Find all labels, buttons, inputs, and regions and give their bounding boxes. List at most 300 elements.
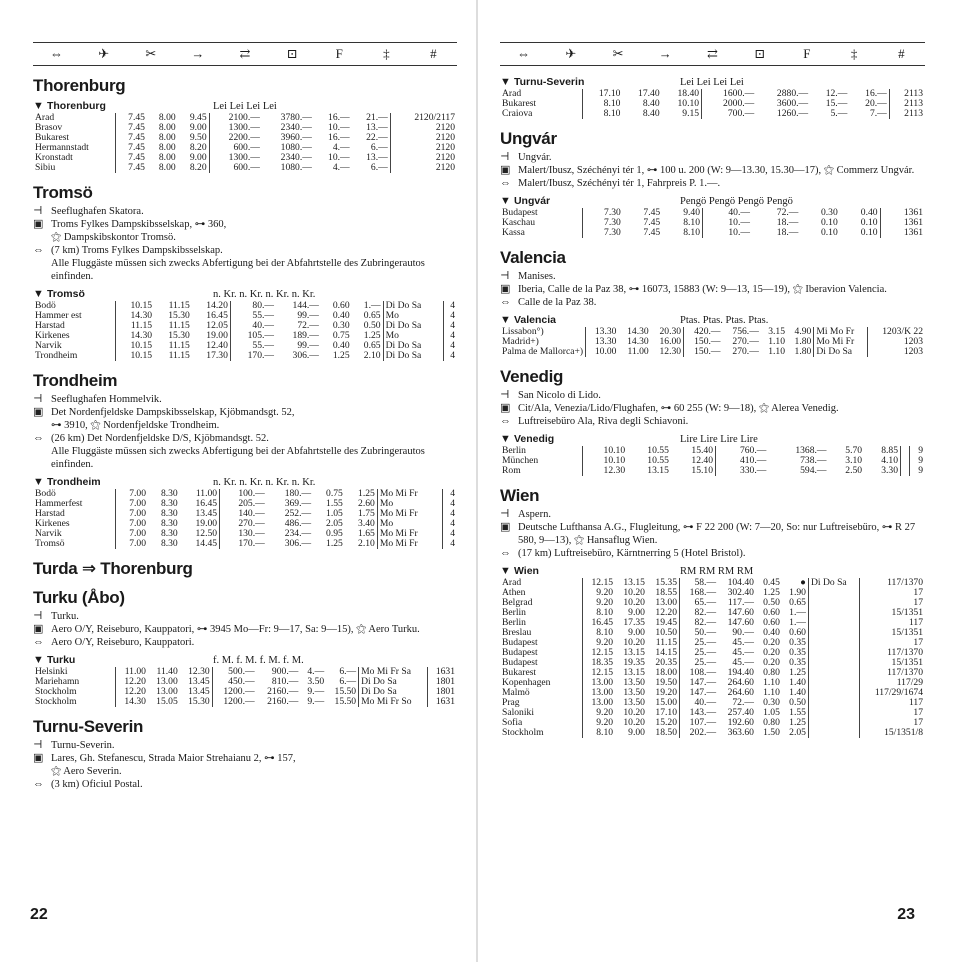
table-cell: 8.85 [881, 445, 898, 456]
table-cell: 2.50 [845, 465, 863, 476]
table-cell: 9.20 [583, 588, 616, 598]
symbol-icon: ✈ [565, 46, 577, 61]
table-cell: 4 [443, 331, 457, 341]
table-cell: 11.00 [116, 667, 148, 677]
table-cell: 16.— [865, 88, 887, 99]
table-cell: 0.30 [820, 207, 838, 218]
table-cell: 2340.— [280, 152, 312, 163]
table-cell: 10.10 [583, 446, 628, 456]
table-cell: 7.45 [116, 113, 147, 123]
table-cell: 14.30 [627, 336, 649, 347]
symbol-icon: F [803, 46, 811, 61]
info-text: Aero O/Y, Reiseburo, Kauppatori. [51, 637, 195, 648]
info-line [33, 257, 457, 283]
table-cell: 12.40 [691, 455, 714, 466]
table-cell: 3.50 [307, 676, 325, 687]
table-cell: 1.50 [763, 727, 780, 738]
table-cell: 9.20 [583, 718, 616, 728]
table-cell: Rom [502, 465, 521, 476]
table-cell: 2000.— [702, 99, 757, 109]
table-cell: 10.15 [116, 301, 155, 311]
info-line [500, 177, 925, 190]
table-cell: Mo Mi Fr [377, 529, 442, 539]
table-cell: 13.45 [195, 508, 218, 519]
table-cell: 4 [443, 529, 457, 539]
table-cell: 40.— [680, 698, 719, 708]
table-cell: 8.00 [158, 162, 176, 173]
table-row [33, 539, 457, 549]
table-cell: 1.80 [794, 336, 812, 347]
info-text: Turku. [51, 611, 79, 622]
table-cell: 10.15 [116, 341, 155, 351]
table-cell: 14.20 [206, 300, 228, 311]
table-cell: 17.40 [638, 88, 660, 99]
info-line [500, 164, 925, 177]
table-cell: 17.10 [583, 89, 623, 99]
departure-city-name: Turku [46, 654, 76, 666]
table-cell: 58.— [680, 578, 719, 588]
table-cell: 2.05 [789, 727, 806, 738]
table-cell: 205.— [220, 499, 267, 509]
table-cell: Stockholm [35, 686, 77, 697]
info-line [33, 231, 457, 244]
table-cell: 9.15 [682, 108, 700, 119]
table-cell: 6.— [370, 162, 388, 173]
timetable-section [500, 129, 925, 238]
table-cell [808, 658, 859, 668]
table-cell: 0.95 [326, 528, 343, 539]
table-cell: 9 [909, 466, 925, 476]
table-cell: Kirkenes [35, 330, 70, 341]
table-cell: 1.05 [326, 508, 343, 519]
info-text: Calle de la Paz 38. [518, 297, 597, 308]
currency-header: Ptas. Ptas. Ptas. Ptas. [680, 315, 769, 326]
info-line [500, 415, 925, 428]
page-number: 23 [897, 906, 915, 923]
table-cell: 1.65 [358, 528, 375, 539]
table-cell: 10.20 [623, 637, 645, 648]
section-title: Turda ⇒ Thorenburg [33, 559, 193, 578]
currency-header: f. M. f. M. f. M. f. M. [213, 655, 304, 666]
table-cell: 14.30 [627, 326, 649, 337]
table-cell: 9.— [307, 696, 325, 707]
info-line [33, 419, 457, 432]
table-cell: 2880.— [776, 88, 809, 99]
table-cell: 8.30 [160, 498, 178, 509]
table-row [33, 163, 457, 173]
table-cell: 17 [859, 718, 925, 728]
table-cell: 9.40 [683, 207, 701, 218]
info-icon: ⇔ [500, 177, 511, 189]
table-cell: 10.— [328, 122, 350, 133]
table-cell: 4.— [307, 666, 325, 677]
table-cell: 10.— [703, 228, 752, 238]
timetable [33, 667, 457, 707]
table-cell: 3.15 [768, 326, 785, 337]
timetable-section [33, 588, 457, 707]
table-cell: Bodö [35, 300, 56, 311]
table-cell: 117 [859, 618, 925, 628]
table-cell: 1.25 [789, 717, 806, 728]
table-cell: Narvik [35, 340, 62, 351]
info-line [500, 508, 925, 521]
table-cell: 4 [443, 539, 457, 549]
table-cell: 55.— [230, 341, 276, 351]
info-text: Deutsche Lufthansa A.G., Flugleitung, ⊶ F 22 200 (W: 7—20, So: nur Luftreisebüro, ⊶ R 27 580, 9—13), ⚝ Hansaflug Wien. [518, 522, 916, 546]
table-cell: 15.40 [691, 445, 714, 456]
symbol-icon: ⊡ [286, 46, 298, 61]
table-cell: 17 [859, 598, 925, 608]
table-cell: 16.45 [195, 498, 218, 509]
table-cell: 1.10 [768, 336, 785, 347]
table-cell: 21.— [366, 112, 388, 123]
table-cell: Kassa [502, 227, 525, 238]
table-cell: 4.— [332, 142, 350, 153]
table-cell: 3960.— [280, 132, 312, 143]
table-cell: 810.— [271, 676, 299, 687]
page-number: 22 [30, 906, 48, 923]
table-cell: 15.10 [691, 465, 714, 476]
table-cell [808, 668, 859, 678]
table-cell: Budapest [502, 647, 538, 658]
info-icon: ▣ [33, 218, 44, 230]
table-cell: 18.55 [655, 587, 678, 598]
table-cell: 12.05 [206, 320, 228, 331]
table-cell: 7.45 [116, 123, 147, 133]
table-cell: 8.00 [158, 132, 176, 143]
timetable-section [33, 717, 457, 791]
table-cell: 20.30 [659, 326, 682, 337]
departure-city-name: Wien [513, 565, 539, 577]
table-cell: 4 [443, 519, 457, 529]
info-text: ⚝ Dampskibskontor Tromsö. [51, 232, 176, 243]
table-cell: Mo Mi Fr [814, 337, 868, 347]
info-line [33, 765, 457, 778]
table-cell: 0.40 [332, 340, 350, 351]
table-row [500, 228, 925, 238]
symbol-bar [500, 42, 925, 66]
table-row [33, 697, 457, 707]
table-cell: 7.45 [643, 207, 661, 218]
table-cell: 11.15 [116, 321, 155, 331]
table-cell: 10.20 [623, 707, 645, 718]
table-cell: 143.— [680, 708, 719, 718]
info-text: (7 km) Troms Fylkes Dampskibsselskap. [51, 245, 223, 256]
left-page [0, 0, 477, 962]
table-cell: 13.45 [188, 686, 210, 697]
info-text: Luftreisebüro Ala, Riva degli Schiavoni. [518, 416, 689, 427]
info-line [500, 547, 925, 560]
table-cell: 202.— [680, 728, 719, 738]
info-icon: ⇔ [33, 636, 44, 648]
table-cell [808, 598, 859, 608]
info-text: Aero O/Y, Reiseburo, Kauppatori, ⊶ 3945 Mo—Fr: 9—17, Sa: 9—15), ⚝ Aero Turku. [51, 624, 420, 635]
table-cell: 2120 [390, 123, 457, 133]
departure-city [500, 565, 680, 578]
table-cell: 147.60 [727, 607, 754, 618]
info-icon: ⊣ [33, 610, 43, 622]
info-line [33, 752, 457, 765]
table-cell: 9.00 [189, 152, 207, 163]
table-cell: 15.30 [168, 310, 190, 321]
table-cell: 330.— [716, 466, 769, 476]
table-cell: 1.75 [358, 508, 375, 519]
table-cell: 11.40 [156, 666, 178, 677]
table-cell: Breslau [502, 627, 532, 638]
info-icon: ⇔ [500, 296, 511, 308]
table-cell: 7.30 [583, 228, 623, 238]
departure-arrow-icon: ▼ [500, 565, 514, 577]
table-cell: 1631 [427, 667, 457, 677]
table-row [500, 89, 925, 99]
table-cell: 1.25 [763, 587, 780, 598]
table-cell: 19.45 [655, 617, 678, 628]
info-line [33, 406, 457, 419]
table-cell: Di Do Sa [383, 301, 443, 311]
timetable-section [33, 559, 457, 578]
table-cell: 50.— [680, 628, 719, 638]
departure-city [33, 476, 213, 489]
table-cell: 1801 [427, 687, 457, 697]
table-cell: 65.— [680, 598, 719, 608]
table-cell: 0.40 [860, 207, 878, 218]
info-icon: ⇔ [500, 547, 511, 559]
table-cell: Di Do Sa [359, 677, 428, 687]
table-cell: 1.05 [763, 707, 780, 718]
currency-header: Pengö Pengö Pengö Pengö [680, 196, 793, 207]
table-cell: 99.— [297, 310, 319, 321]
table-cell: 11.15 [168, 340, 190, 351]
table-cell: 15.50 [334, 696, 357, 707]
info-line [500, 389, 925, 402]
table-cell: 105.— [230, 331, 276, 341]
timetable-section [33, 371, 457, 549]
table-cell: 108.— [680, 668, 719, 678]
table-cell: 130.— [220, 529, 267, 539]
table-cell: 13.00 [583, 698, 616, 708]
table-cell: 302.40 [727, 587, 754, 598]
symbol-icon: ‡ [850, 46, 858, 61]
table-cell: 8.00 [158, 112, 176, 123]
table-cell: 1600.— [702, 89, 757, 99]
table-cell: 117.— [727, 597, 754, 608]
table-cell: 12.30 [188, 666, 210, 677]
table-cell: 12.20 [116, 677, 148, 687]
table-cell: 192.60 [727, 717, 754, 728]
currency-header: Lire Lire Lire Lire [680, 434, 758, 445]
table-cell: 1.40 [789, 677, 806, 688]
table-cell: 14.30 [116, 311, 155, 321]
info-line [500, 151, 925, 164]
table-cell: 1203 [868, 337, 925, 347]
table-cell: 1361 [880, 218, 925, 228]
table-row [500, 347, 925, 357]
table-cell: 72.— [732, 697, 754, 708]
table-cell: 7.00 [116, 529, 149, 539]
table-cell: 8.30 [160, 488, 178, 499]
table-cell: 0.65 [789, 597, 806, 608]
table-cell: 90.— [732, 627, 754, 638]
table-cell: 18.40 [677, 88, 700, 99]
info-line [33, 623, 457, 636]
table-cell [808, 608, 859, 618]
table-cell: 19.50 [655, 677, 678, 688]
table-cell: Di Do Sa [814, 347, 868, 357]
table-cell: 756.— [732, 326, 759, 337]
table-cell: 900.— [271, 666, 299, 677]
table-cell: Hammerfest [35, 498, 83, 509]
timetable-section [33, 76, 457, 173]
table-cell: 13.00 [655, 597, 678, 608]
symbol-icon: # [898, 46, 905, 61]
info-text: Malert/Ibusz, Széchényi tér 1, ⊶ 100 u. 200 (W: 9—13.30, 15.30—17), ⚝ Commerz Ungvár. [518, 165, 915, 176]
table-cell: 0.80 [763, 667, 780, 678]
table-cell: 10.— [703, 218, 752, 228]
table-cell: 17.30 [206, 350, 228, 361]
info-line [33, 778, 457, 791]
table-cell: 104.40 [727, 577, 754, 588]
table-cell: 1260.— [776, 108, 809, 119]
table-cell: 3780.— [280, 112, 312, 123]
info-text: Alle Fluggäste müssen sich zwecks Abfertigung bei der Abfahrtstelle des Zubringerautos einfinden. [51, 446, 425, 470]
table-cell: Di Do Sa [383, 341, 443, 351]
table-cell: 25.— [680, 648, 719, 658]
table-row [500, 109, 925, 119]
symbol-icon: → [191, 46, 205, 61]
table-cell: Arad [502, 88, 522, 99]
info-text: Iberia, Calle de la Paz 38, ⊶ 16073, 15883 (W: 9—13, 15—19), ⚝ Iberavion Valencia. [518, 284, 887, 295]
table-cell: 1.25 [363, 330, 381, 341]
info-icon: ⊣ [500, 270, 510, 282]
table-cell: 4.10 [881, 455, 898, 466]
table-cell: 9.— [307, 686, 325, 697]
table-cell: 13.00 [156, 676, 178, 687]
table-cell: 234.— [284, 528, 312, 539]
table-cell: 17 [859, 708, 925, 718]
table-cell: 6.— [370, 142, 388, 153]
table-cell: Mo Mi Fr [377, 539, 442, 549]
table-cell: 1.25 [326, 538, 343, 549]
departure-city-name: Turnu-Severin [513, 76, 585, 88]
timetable-section [33, 183, 457, 361]
table-cell: 3.30 [881, 465, 898, 476]
table-cell: 363.60 [727, 727, 754, 738]
table-cell: 0.30 [763, 697, 780, 708]
info-text: Ungvár. [518, 152, 552, 163]
table-cell: 19.00 [195, 518, 218, 529]
table-cell: 11.15 [655, 637, 678, 648]
table-cell: 10.55 [647, 445, 669, 456]
table-cell: 5.70 [845, 445, 863, 456]
table-cell: 450.— [212, 677, 256, 687]
table-cell: 0.50 [363, 320, 381, 331]
table-cell: 22.— [366, 132, 388, 143]
info-text: Seeflughafen Skatora. [51, 206, 144, 217]
table-cell: 600.— [209, 163, 262, 173]
table-cell: Mo Mi Fr [377, 489, 442, 499]
table-cell: 1.25 [332, 350, 350, 361]
section-title: Tromsö [33, 183, 93, 202]
timetable [500, 446, 925, 476]
table-cell: 13.50 [623, 697, 645, 708]
table-cell: 150.— [684, 347, 723, 357]
symbol-icon: ✂ [612, 46, 624, 61]
info-line [500, 296, 925, 309]
table-cell: 0.20 [763, 657, 780, 668]
table-cell: 0.35 [789, 657, 806, 668]
table-cell: Hermannstadt [35, 142, 89, 153]
info-icon: ⇔ [33, 244, 44, 256]
table-cell: Lissabon°) [502, 326, 544, 337]
table-cell: 168.— [680, 588, 719, 598]
table-cell: 15/1351 [859, 628, 925, 638]
table-cell: Mo [377, 499, 442, 509]
table-cell: 117/29 [859, 678, 925, 688]
table-cell: 7.45 [116, 143, 147, 153]
departure-city-name: Trondheim [46, 476, 101, 488]
info-line [500, 402, 925, 415]
table-cell: 147.— [680, 688, 719, 698]
info-line [33, 445, 457, 471]
table-cell: Arad [35, 112, 55, 123]
table-cell: 10.00 [586, 347, 619, 357]
table-cell: 2120 [390, 133, 457, 143]
table-cell: 18.35 [583, 658, 616, 668]
table-cell: 80.— [230, 301, 276, 311]
table-cell: 1.— [363, 300, 381, 311]
table-cell: Harstad [35, 320, 65, 331]
table-cell: 9.50 [189, 132, 207, 143]
departure-city [33, 100, 213, 113]
table-cell: Budapest [502, 207, 538, 218]
table-cell: Sibiu [35, 162, 56, 173]
table-cell: 10.10 [677, 98, 700, 109]
table-cell: München [502, 455, 539, 466]
table-cell: 16.45 [583, 618, 616, 628]
table-cell: 2.05 [326, 518, 343, 529]
info-line [33, 244, 457, 257]
table-cell: 117/1370 [859, 578, 925, 588]
table-cell: 0.10 [860, 227, 878, 238]
table-cell: 15/1351 [859, 608, 925, 618]
table-cell: 0.45 [763, 577, 780, 588]
table-cell: 10.10 [583, 456, 628, 466]
table-cell: 194.40 [727, 667, 754, 678]
table-cell: 107.— [680, 718, 719, 728]
symbol-icon: ✂ [145, 46, 157, 61]
table-cell: 9.20 [583, 598, 616, 608]
table-cell: 17.35 [623, 617, 645, 628]
section-title: Turku (Åbo) [33, 588, 125, 607]
table-cell: 82.— [680, 618, 719, 628]
table-cell: 8.40 [642, 108, 660, 119]
table-cell: 1203 [868, 347, 925, 357]
table-cell: 600.— [209, 143, 262, 153]
info-text: ⚝ Aero Severin. [51, 766, 122, 777]
table-cell: 8.30 [160, 518, 178, 529]
table-cell: 11.15 [168, 320, 190, 331]
table-cell: 8.10 [583, 109, 623, 119]
table-cell: 1200.— [212, 697, 256, 707]
table-cell [901, 446, 910, 456]
table-cell: 11.00 [195, 488, 218, 499]
table-cell: 147.— [680, 678, 719, 688]
table-header [500, 76, 925, 89]
section-title: Trondheim [33, 371, 118, 390]
table-cell: 8.10 [583, 628, 616, 638]
info-text: Lares, Gh. Stefanescu, Strada Maior Strehaianu 2, ⊶ 157, [51, 753, 296, 764]
table-cell: Saloniki [502, 707, 534, 718]
